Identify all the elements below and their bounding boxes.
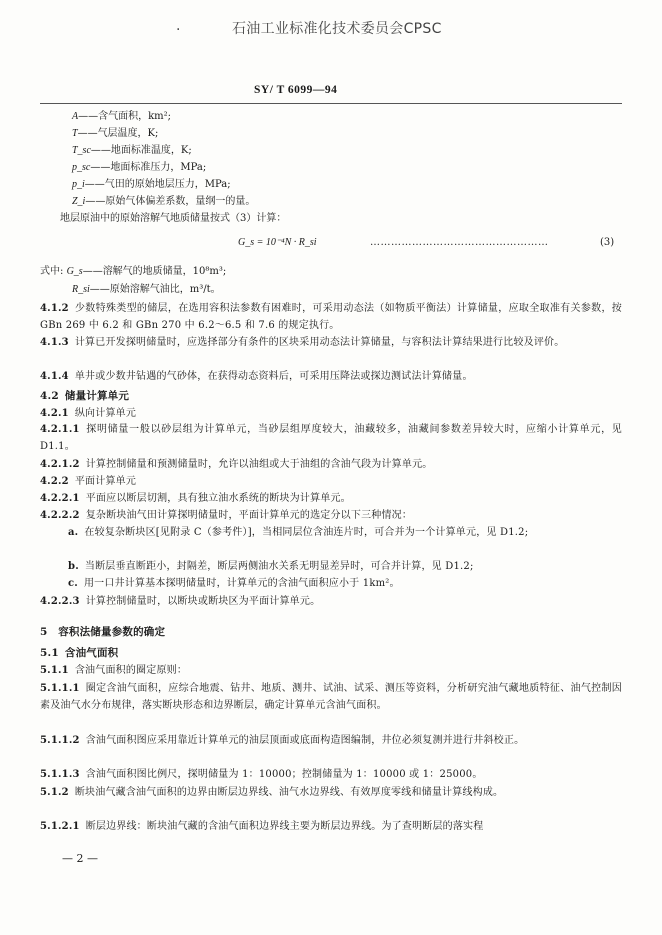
para-4-2-1-1: 4.2.1.1 探明储量一般以砂层组为计算单元，当砂层组厚度较大，油藏较多，油藏间参数差异较大时，应缩小计算单元，见 D1.1。 <box>40 424 622 452</box>
formula-dots: …………………………………………… <box>370 237 549 248</box>
formula-intro: 地层原油中的原始溶解气地质储量按式（3）计算： <box>60 213 287 224</box>
para-4-2-2-1: 4.2.2.1 平面应以断层切割，具有独立油水系统的断块为计算单元。 <box>40 493 351 504</box>
para-4-2-1-2: 4.2.1.2 计算控制储量和预测储量时，允许以油组或大于油组的含油气段为计算单元。 <box>40 459 433 470</box>
formula-number: (3) <box>600 237 615 248</box>
symbol-def-pi: p_i——气田的原始地层压力，MPa; <box>72 179 231 190</box>
para-5-1-1: 5.1.1 含油气面积的圈定原则： <box>40 665 188 676</box>
list-item-a: a. 在较复杂断块区[见附录 C（参考件）]，当相同层位含油连片时，可合并为一个计算单元，见 D1.2; <box>68 527 529 538</box>
heading-4-2: 4.2 储量计算单元 <box>40 390 130 402</box>
para-4-2-2: 4.2.2 平面计算单元 <box>40 476 137 487</box>
where-Rsi: R_si——原始溶解气油比，m³/t。 <box>72 284 221 295</box>
symbol-def-Zi: Z_i——原始气体偏差系数，量纲一的量。 <box>72 196 256 207</box>
page-number: — 2 — <box>62 852 98 865</box>
section-5-title: 5 容积法储量参数的确定 <box>40 626 166 638</box>
symbol-def-psc: p_sc——地面标准压力，MPa; <box>72 162 207 173</box>
para-4-2-2-2: 4.2.2.2 复杂断块油气田计算探明储量时，平面计算单元的选定分以下三种情况： <box>40 510 413 521</box>
symbol-def-Tsc: T_sc——地面标准温度，K; <box>72 145 192 156</box>
standard-number: SY/ T 6099—94 <box>254 84 338 96</box>
symbol-def-T: T——气层温度，K; <box>72 128 159 139</box>
para-5-1-2-1: 5.1.2.1 断层边界线：断块油气藏的含油气面积边界线主要为断层边界线。为了查明断层的落实程 <box>40 821 484 832</box>
where-Gs: 式中: G_s——溶解气的地质储量，10⁸m³; <box>40 266 227 277</box>
para-4-2-1: 4.2.1 纵向计算单元 <box>40 408 137 419</box>
heading-5-1: 5.1 含油气面积 <box>40 647 119 659</box>
symbol-def-A: A——含气面积，km²; <box>72 111 172 122</box>
list-item-b: b. 当断层垂直断距小，封隔差，断层两侧油水关系无明显差异时，可合并计算，见 D1.2; <box>68 561 474 572</box>
para-5-1-1-2: 5.1.1.2 含油气面积图应采用靠近计算单元的油层顶面或底面构造图编制，井位必须复测并进行井斜校正。 <box>40 735 525 746</box>
para-5-1-1-1: 5.1.1.1 圈定含油气面积，应综合地震、钻井、地质、测井、试油、试采、测压等资料，分析研究油气藏地质特征、油气控制因素及油气水分布规律，落实断块形态和边界断层，确定计算单元含油气面积。 <box>40 683 622 711</box>
header-rule <box>40 103 622 104</box>
para-4-1-3: 4.1.3 计算已开发探明储量时，应选择部分有条件的区块采用动态法计算储量，与容积法计算结果进行比较及评价。 <box>40 337 565 348</box>
header-dot: · <box>176 22 181 38</box>
organization-name: 石油工业标准化技术委员会CPSC <box>232 21 442 37</box>
para-5-1-2: 5.1.2 断块油气藏含油气面积的边界由断层边界线、油气水边界线、有效厚度零线和储量计算线构成。 <box>40 787 504 798</box>
list-item-c: c. 用一口井计算基本探明储量时，计算单元的含油气面积应小于 1km²。 <box>68 578 400 589</box>
para-5-1-1-3: 5.1.1.3 含油气面积图比例尺，探明储量为 1：10000；控制储量为 1：10000 或 1：25000。 <box>40 769 483 780</box>
para-4-2-2-3: 4.2.2.3 计算控制储量时，以断块或断块区为平面计算单元。 <box>40 596 321 607</box>
formula-3: G_s = 10⁻⁴N · R_si <box>238 237 317 248</box>
para-4-1-4: 4.1.4 单井或少数井钻遇的气砂体，在获得动态资料后，可采用压降法或探边测试法计算储量。 <box>40 371 473 382</box>
para-4-1-2: 4.1.2 少数特殊类型的储层，在选用容积法参数有困难时，可采用动态法（如物质平衡法）计算储量，应取全取准有关参数，按 GBn 269 中 6.2 和 GBn 270 中 6.2～6.5 和 7.6 的规定执行。 <box>40 303 622 331</box>
